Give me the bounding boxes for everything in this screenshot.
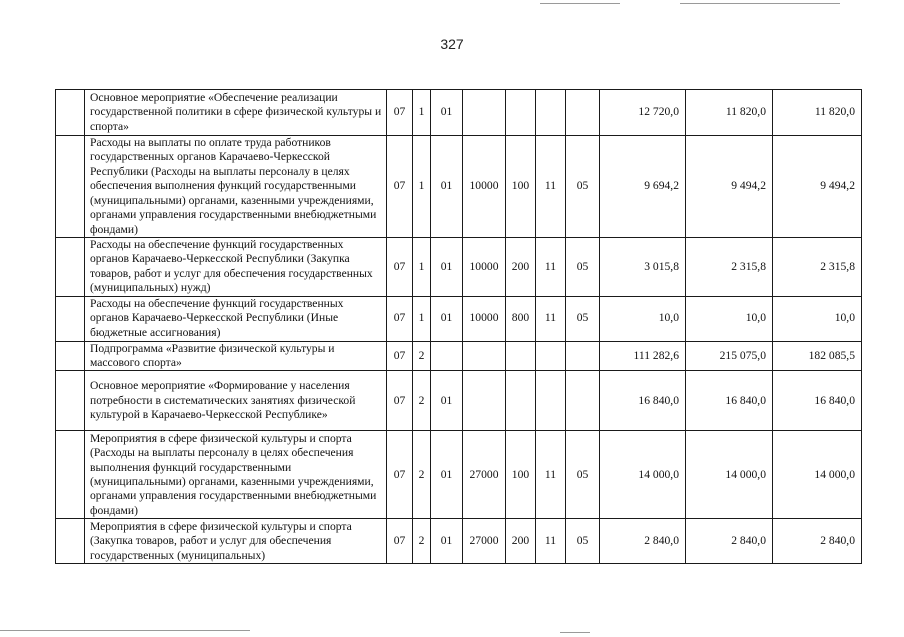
event-code-cell: 01 [431,431,463,519]
amount-year2-cell: 16 840,0 [686,371,773,431]
expense-type-cell: 800 [506,296,536,341]
subsection-code-cell: 05 [566,296,600,341]
table-row [56,519,862,564]
chapter-code-cell [536,371,566,431]
direction-code-cell [463,341,506,371]
blank-cell [56,238,85,297]
program-code-cell: 2 [413,371,431,431]
amount-year1-cell: 14 000,0 [600,431,686,519]
amount-year1-cell: 2 840,0 [600,519,686,564]
event-code-cell [431,341,463,371]
chapter-code-cell: 11 [536,136,566,238]
page-number: 327 [440,36,464,52]
program-code-cell: 2 [413,431,431,519]
blank-cell [56,431,85,519]
scan-artifact-line [680,3,840,4]
event-code-cell: 01 [431,519,463,564]
amount-year3-cell: 2 315,8 [773,238,862,297]
subsection-code-cell: 05 [566,136,600,238]
table-row [56,136,862,238]
subsection-code-cell [566,90,600,136]
direction-code-cell [463,371,506,431]
description-cell: Мероприятия в сфере физической культуры и спорта (Расходы на выплаты персоналу в целях обеспечения выполнения функций государственными (муниципальными) органами, казенными учреждениями, органами управления государственными внебюджетными фондами) [85,431,387,519]
amount-year3-cell: 9 494,2 [773,136,862,238]
direction-code-cell: 10000 [463,296,506,341]
blank-cell [56,371,85,431]
description-cell: Мероприятия в сфере физической культуры и спорта (Закупка товаров, работ и услуг для обеспечения государственных (муниципальных) [85,519,387,564]
direction-code-cell: 10000 [463,238,506,297]
table-row [56,296,862,341]
amount-year2-cell: 9 494,2 [686,136,773,238]
scan-artifact-line [540,3,620,4]
table-row [56,238,862,297]
section-code-cell: 07 [387,371,413,431]
description-cell: Расходы на обеспечение функций государственных органов Карачаево-Черкесской Республики (Иные бюджетные ассигнования) [85,296,387,341]
amount-year2-cell: 10,0 [686,296,773,341]
expense-type-cell [506,90,536,136]
section-code-cell: 07 [387,341,413,371]
section-code-cell: 07 [387,519,413,564]
scan-artifact-line [560,632,590,633]
amount-year1-cell: 10,0 [600,296,686,341]
section-code-cell: 07 [387,238,413,297]
section-code-cell: 07 [387,136,413,238]
table-row [56,371,862,431]
amount-year1-cell: 12 720,0 [600,90,686,136]
description-cell: Подпрограмма «Развитие физической культуры и массового спорта» [85,341,387,371]
table-row [56,431,862,519]
amount-year3-cell: 2 840,0 [773,519,862,564]
table-row [56,341,862,371]
expense-type-cell: 200 [506,238,536,297]
description-cell: Основное мероприятие «Обеспечение реализации государственной политики в сфере физической культуры и спорта» [85,90,387,136]
expense-type-cell: 100 [506,431,536,519]
chapter-code-cell: 11 [536,296,566,341]
program-code-cell: 2 [413,519,431,564]
amount-year1-cell: 16 840,0 [600,371,686,431]
program-code-cell: 1 [413,90,431,136]
description-cell: Основное мероприятие «Формирование у населения потребности в систематических занятиях физической культурой в Карачаево-Черкесской Республике» [85,371,387,431]
amount-year3-cell: 14 000,0 [773,431,862,519]
description-cell: Расходы на обеспечение функций государственных органов Карачаево-Черкесской Республики (Закупка товаров, работ и услуг для обеспечения государственных (муниципальных) нужд) [85,238,387,297]
subsection-code-cell: 05 [566,238,600,297]
amount-year1-cell: 3 015,8 [600,238,686,297]
direction-code-cell [463,90,506,136]
amount-year1-cell: 9 694,2 [600,136,686,238]
subsection-code-cell: 05 [566,431,600,519]
table-row [56,90,862,136]
chapter-code-cell: 11 [536,519,566,564]
scan-artifact-line [0,630,250,631]
program-code-cell: 1 [413,136,431,238]
expense-type-cell: 100 [506,136,536,238]
expense-type-cell [506,341,536,371]
amount-year3-cell: 11 820,0 [773,90,862,136]
direction-code-cell: 10000 [463,136,506,238]
event-code-cell: 01 [431,136,463,238]
section-code-cell: 07 [387,431,413,519]
amount-year2-cell: 215 075,0 [686,341,773,371]
amount-year1-cell: 111 282,6 [600,341,686,371]
program-code-cell: 1 [413,296,431,341]
subsection-code-cell [566,371,600,431]
budget-table [55,89,862,564]
program-code-cell: 2 [413,341,431,371]
direction-code-cell: 27000 [463,519,506,564]
chapter-code-cell: 11 [536,431,566,519]
blank-cell [56,519,85,564]
chapter-code-cell: 11 [536,238,566,297]
section-code-cell: 07 [387,296,413,341]
amount-year2-cell: 14 000,0 [686,431,773,519]
chapter-code-cell [536,341,566,371]
blank-cell [56,296,85,341]
expense-type-cell: 200 [506,519,536,564]
subsection-code-cell [566,341,600,371]
amount-year2-cell: 11 820,0 [686,90,773,136]
amount-year3-cell: 16 840,0 [773,371,862,431]
event-code-cell: 01 [431,371,463,431]
expense-type-cell [506,371,536,431]
subsection-code-cell: 05 [566,519,600,564]
blank-cell [56,341,85,371]
chapter-code-cell [536,90,566,136]
event-code-cell: 01 [431,296,463,341]
section-code-cell: 07 [387,90,413,136]
direction-code-cell: 27000 [463,431,506,519]
program-code-cell: 1 [413,238,431,297]
amount-year3-cell: 10,0 [773,296,862,341]
event-code-cell: 01 [431,90,463,136]
amount-year3-cell: 182 085,5 [773,341,862,371]
amount-year2-cell: 2 315,8 [686,238,773,297]
event-code-cell: 01 [431,238,463,297]
description-cell: Расходы на выплаты по оплате труда работников государственных органов Карачаево-Черкесской Республики (Расходы на выплаты персоналу в целях обеспечения выполнения функций государственными (муниципальными) органами, казенными учреждениями, органами управления государственными внебюджетными фондами) [85,136,387,238]
blank-cell [56,136,85,238]
amount-year2-cell: 2 840,0 [686,519,773,564]
blank-cell [56,90,85,136]
